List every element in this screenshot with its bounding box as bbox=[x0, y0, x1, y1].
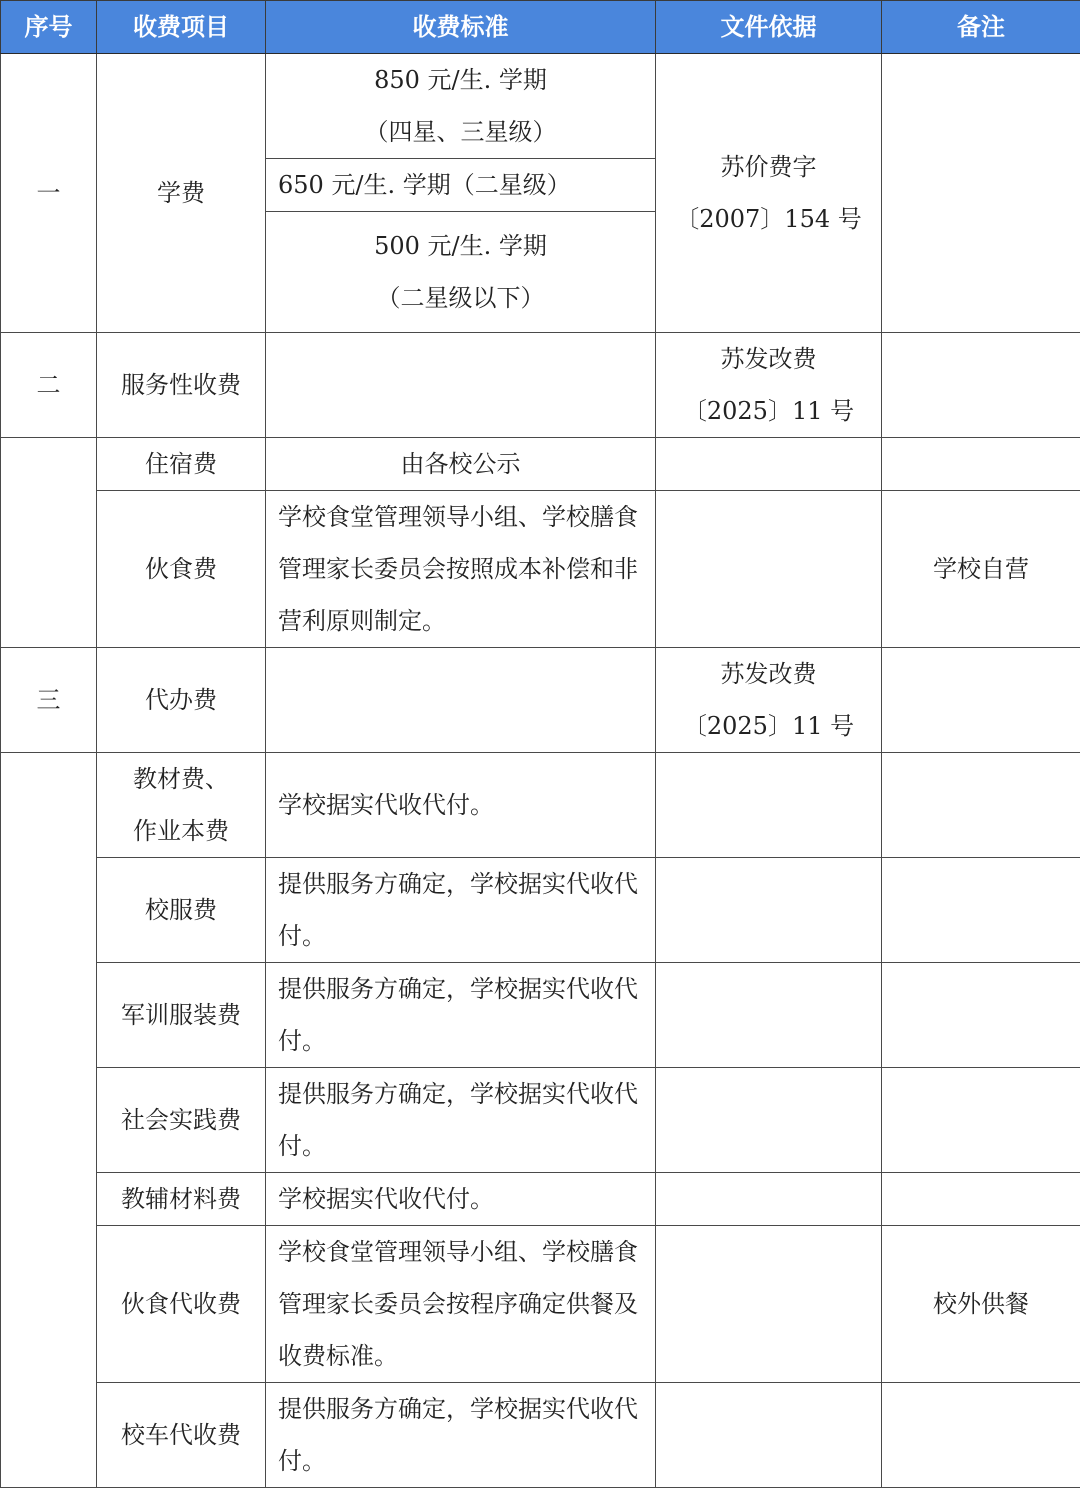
seq-cell: 三 bbox=[1, 648, 97, 753]
basis-line: 苏发改费 bbox=[720, 345, 817, 373]
item-cell: 代办费 bbox=[97, 648, 266, 753]
standard-line: 850 元/生. 学期 bbox=[374, 66, 547, 94]
basis-cell bbox=[656, 858, 882, 963]
header-row bbox=[1, 1, 1080, 54]
standard-line: 500 元/生. 学期 bbox=[374, 232, 547, 260]
table-row bbox=[1, 1068, 1080, 1173]
remark-cell bbox=[882, 1173, 1080, 1226]
basis-cell bbox=[656, 333, 882, 438]
basis-line: 〔2025〕11 号 bbox=[682, 397, 855, 425]
standard-cell: 学校食堂管理领导小组、学校膳食管理家长委员会按程序确定供餐及收费标准。 bbox=[266, 1226, 656, 1383]
remark-cell bbox=[882, 753, 1080, 858]
remark-cell bbox=[882, 963, 1080, 1068]
item-cell: 教辅材料费 bbox=[97, 1173, 266, 1226]
standard-cell: 650 元/生. 学期（二星级） bbox=[266, 159, 656, 212]
basis-cell bbox=[656, 753, 882, 858]
basis-cell bbox=[656, 648, 882, 753]
seq-cell bbox=[1, 753, 97, 1488]
remark-cell bbox=[882, 1383, 1080, 1488]
standard-cell: 学校据实代收代付。 bbox=[266, 753, 656, 858]
seq-cell: 一 bbox=[1, 54, 97, 333]
standard-cell: 由各校公示 bbox=[266, 438, 656, 491]
standard-line: （四星、三星级） bbox=[364, 118, 557, 146]
basis-cell bbox=[656, 1226, 882, 1383]
basis-line: 苏价费字 bbox=[720, 153, 817, 181]
header-standard: 收费标准 bbox=[266, 1, 656, 54]
item-cell: 住宿费 bbox=[97, 438, 266, 491]
item-cell: 服务性收费 bbox=[97, 333, 266, 438]
standard-cell bbox=[266, 212, 656, 333]
standard-cell: 提供服务方确定，学校据实代收代付。 bbox=[266, 963, 656, 1068]
standard-cell bbox=[266, 54, 656, 159]
basis-cell bbox=[656, 963, 882, 1068]
header-seq: 序号 bbox=[1, 1, 97, 54]
item-cell: 学费 bbox=[97, 54, 266, 333]
table-row bbox=[1, 438, 1080, 491]
basis-line: 苏发改费 bbox=[720, 660, 817, 688]
standard-cell bbox=[266, 333, 656, 438]
basis-line: 〔2007〕154 号 bbox=[675, 205, 862, 233]
basis-cell bbox=[656, 1383, 882, 1488]
basis-cell bbox=[656, 1068, 882, 1173]
table-row bbox=[1, 54, 1080, 159]
item-line: 教材费、 bbox=[133, 765, 229, 793]
standard-line: （二星级以下） bbox=[376, 284, 545, 312]
item-cell: 校车代收费 bbox=[97, 1383, 266, 1488]
basis-cell bbox=[656, 1173, 882, 1226]
table-row bbox=[1, 753, 1080, 858]
table-row bbox=[1, 858, 1080, 963]
remark-cell bbox=[882, 858, 1080, 963]
table-row bbox=[1, 333, 1080, 438]
seq-cell: 二 bbox=[1, 333, 97, 438]
standard-cell: 提供服务方确定，学校据实代收代付。 bbox=[266, 1383, 656, 1488]
standard-cell: 学校食堂管理领导小组、学校膳食管理家长委员会按照成本补偿和非营利原则制定。 bbox=[266, 491, 656, 648]
remark-cell bbox=[882, 438, 1080, 491]
basis-cell bbox=[656, 491, 882, 648]
item-cell: 校服费 bbox=[97, 858, 266, 963]
table-row bbox=[1, 648, 1080, 753]
remark-cell bbox=[882, 54, 1080, 333]
standard-cell: 提供服务方确定，学校据实代收代付。 bbox=[266, 858, 656, 963]
remark-cell: 学校自营 bbox=[882, 491, 1080, 648]
remark-cell bbox=[882, 333, 1080, 438]
standard-cell bbox=[266, 648, 656, 753]
basis-cell bbox=[656, 54, 882, 333]
table-row bbox=[1, 1383, 1080, 1488]
standard-cell: 学校据实代收代付。 bbox=[266, 1173, 656, 1226]
item-line: 作业本费 bbox=[133, 817, 229, 845]
remark-cell bbox=[882, 648, 1080, 753]
standard-cell: 提供服务方确定，学校据实代收代付。 bbox=[266, 1068, 656, 1173]
table-row bbox=[1, 1173, 1080, 1226]
basis-line: 〔2025〕11 号 bbox=[682, 712, 855, 740]
table-row bbox=[1, 1226, 1080, 1383]
remark-cell: 校外供餐 bbox=[882, 1226, 1080, 1383]
header-item: 收费项目 bbox=[97, 1, 266, 54]
remark-cell bbox=[882, 1068, 1080, 1173]
table-row bbox=[1, 491, 1080, 648]
item-cell: 社会实践费 bbox=[97, 1068, 266, 1173]
basis-cell bbox=[656, 438, 882, 491]
item-cell: 伙食代收费 bbox=[97, 1226, 266, 1383]
header-basis: 文件依据 bbox=[656, 1, 882, 54]
item-cell: 军训服装费 bbox=[97, 963, 266, 1068]
item-cell bbox=[97, 753, 266, 858]
seq-cell bbox=[1, 438, 97, 648]
table-row bbox=[1, 963, 1080, 1068]
header-remark: 备注 bbox=[882, 1, 1080, 54]
item-cell: 伙食费 bbox=[97, 491, 266, 648]
